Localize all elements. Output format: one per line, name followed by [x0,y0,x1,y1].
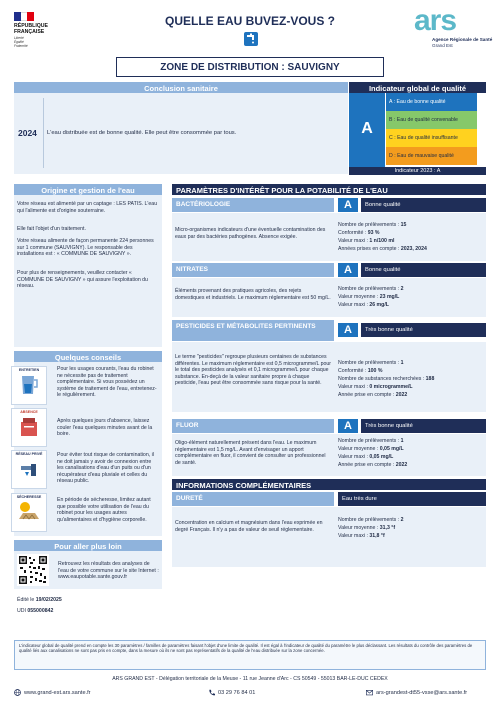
param-bacterio-status: Bonne qualité [361,198,486,212]
param-fluor-stat-2: Valeur maxi : 0,05 mg/L [338,454,394,460]
secheresse-icon: SÉCHERESSE [11,493,47,532]
param-pesticides-desc: Le terme "pesticides" regroupe plusieurs centaines de substances différentes. Le maximum réglementaire est 0,5 microgramme/L pour le total des pesticides analysés et 0,1 microgramme/L pour chaque substance. En-deçà de la valeur sanitaire propre à chaque pesticide, l'eau peut être consommée sans risque pour la santé. [175,354,331,386]
zone-title: ZONE DE DISTRIBUTION : SAUVIGNY [160,62,340,73]
footer-email-text: ars-grandest-dt55-vsse@ars.sante.fr [376,689,468,696]
devise-egalite: Égalité [14,40,24,44]
qr-code-icon[interactable] [17,554,49,586]
legend-c: C : Eau de qualité insuffisante [386,129,477,147]
param-pesticides-stat-4: Année prise en compte : 2022 [338,392,408,398]
param-fluor-stat-3: Année prise en compte : 2022 [338,462,408,468]
param-nitrates-name: NITRATES [172,263,334,277]
legend-a: A : Eau de bonne qualité [386,93,477,111]
ars-region-name: Grand Est [432,43,453,48]
mail-icon [366,689,373,696]
durete-stat-2: Valeur maxi : 31,8 °f [338,533,385,539]
param-bacterio-stat-2: Valeur maxi : 1 n/100 ml [338,238,395,244]
param-pesticides-stat-2: Nombre de substances recherchées : 188 [338,376,435,382]
footer-phone[interactable] [208,689,255,696]
devise-liberte: Liberté [14,36,24,40]
edite-le [17,597,62,603]
durete-status: Eau très dure [338,492,486,506]
param-pesticides-stat-0: Nombre de prélèvements : 1 [338,360,404,366]
conseils-header: Quelques conseils [14,351,162,362]
conseil-secheresse-text: En période de sécheresse, limitez autant que possible votre utilisation de l'eau du robinet pour les usages autres qu'alimentaires et d'hygiène corporelle. [57,497,151,523]
indicator-header: Indicateur global de qualité [349,82,486,93]
param-fluor-stat-0: Nombre de prélèvements : 1 [338,438,404,444]
edite-date: 19/02/2025 [35,597,62,603]
durete-stat-1: Valeur moyenne : 31,3 °f [338,525,396,531]
durete-desc: Concentration en calcium et magnésium dans l'eau exprimée en degré Français. Il n'y a pas de valeur de seuil réglementaire. [175,520,323,533]
param-nitrates-status: Bonne qualité [361,263,486,277]
param-nitrates-stat-0: Nombre de prélèvements : 2 [338,286,404,292]
ars-agency-name: Agence Régionale de Santé [432,37,493,42]
params-header: PARAMÈTRES D'INTÉRÊT POUR LA POTABILITÉ DE L'EAU [172,184,486,195]
indicator-footer: Indicateur 2023 : A [349,167,486,175]
conseil-reseau-prive-text: Pour éviter tout risque de contamination, il ne doit jamais y avoir de connexion entre les canalisations d'eau d'un puits ou d'un récupérateur d'eau pluviale et celles du réseau public. [57,452,154,484]
origine-paragraph-2: Elle fait l'objet d'un traitement. [17,226,86,232]
edite-label: Édité le [17,597,35,603]
param-bacterio-stat-0: Nombre de prélèvements : 15 [338,222,407,228]
republique-logo [14,12,54,52]
origine-paragraph-1: Votre réseau est alimenté par un captage : LES PATIS. L'eau qui l'alimente est d'origine souterraine. [17,201,158,214]
origine-paragraph-4: Pour plus de renseignements, veuillez contacter « COMMUNE DE SAUVIGNY » qui assure l'exploitation du réseau. [17,270,148,289]
footer-address: ARS GRAND EST - Délégation territoriale de la Meuse - 11 rue Jeanne d'Arc - CS 50549 - 55013 BAR-LE-DUC CEDEX [112,676,388,682]
conclusion-text: L'eau distribuée est de bonne qualité. Elle peut être consommée par tous. [47,130,237,136]
plus-loin-header: Pour aller plus loin [14,540,162,551]
param-nitrates-stat-2: Valeur maxi : 26 mg/L [338,302,389,308]
durete-name: DURETÉ [172,492,334,506]
origine-paragraph-3: Votre réseau alimente de façon permanente 224 personnes sur 1 commune (SAUVIGNY). Le responsable des installations est : « COMMUNE DE SAUVIGNY ». [17,238,154,257]
durete-stat-0: Nombre de prélèvements : 2 [338,517,404,523]
udi-label: UDI [17,608,26,614]
conseil-entretien-text: Pour les usages courants, l'eau du robinet ne nécessite pas de traitement complémentaire. Si vous possédez un système de traitement de l'eau, entretenez-le régulièrement. [57,366,157,398]
legend-d: D : Eau de mauvaise qualité [386,147,477,165]
globe-icon [14,689,21,696]
reseau-prive-icon: RÉSEAU PRIVÉ [11,450,47,489]
param-nitrates-grade: A [338,263,358,277]
conclusion-year: 2024 [18,128,37,138]
param-nitrates-stat-1: Valeur moyenne : 23 mg/L [338,294,400,300]
complementaires-header: INFORMATIONS COMPLÉMENTAIRES [172,479,486,490]
param-bacterio-grade: A [338,198,358,212]
entretien-icon: ENTRETIEN [11,366,47,405]
param-fluor-desc: Oligo-élément naturellement présent dans l'eau. Le maximum réglementaire est 1,5 mg/L. Avant d'envisager un apport complémentaire en fluor, il convient de consulter un professionnel de santé. [175,440,326,466]
param-bacterio-desc: Micro-organismes indicateurs d'une éventuelle contamination des eaux par des bactéries pathogènes. Absence exigée. [175,227,326,240]
param-pesticides-name: PESTICIDES ET MÉTABOLITES PERTINENTS [172,320,334,341]
param-pesticides-stat-3: Valeur maxi : 0 microgramme/L [338,384,413,390]
param-fluor-stat-1: Valeur moyenne : 0,05 mg/L [338,446,404,452]
param-nitrates-desc: Éléments provenant des pratiques agricoles, des rejets domestiques et industriels. Le maximum réglementaire est 50 mg/L. [175,288,331,301]
republique-line2: FRANÇAISE [14,29,45,35]
ars-logo-wordmark: ars [414,4,457,37]
republique-line1: RÉPUBLIQUE [14,23,49,29]
footer-phone-text: 03 29 76 84 01 [218,689,256,696]
udi [17,608,53,614]
footer-email[interactable] [366,689,467,696]
param-fluor-grade: A [338,419,358,433]
legend-b: B : Eau de qualité convenable [386,111,477,129]
param-bacterio-name: BACTÉRIOLOGIE [172,198,334,212]
conseil-absence-text: Après quelques jours d'absence, laissez couler l'eau quelques minutes avant de la boire. [57,418,153,437]
ars-logo [414,6,492,54]
marianne-flag-icon [14,12,34,21]
conclusion-header: Conclusion sanitaire [14,82,348,93]
footer-website[interactable] [14,689,91,696]
footer-website-text: www.grand-est.ars.sante.fr [24,689,91,696]
devise-fraternite: Fraternité [14,44,28,48]
param-pesticides-stat-1: Conformité : 100 % [338,368,383,374]
disclaimer-text: L'indicateur global de qualité prend en compte les 30 paramètres / familles de paramètres faisant l'objet d'une limite de qualité. Il est égal à l'indicateur de qualité du paramètre le plus déclassant. Les résultats du contrôle des paramètres de qualité liés aux canalisations ne sont pas pris en compte, dans la mesure où ils ne sont pas représentatifs de la qualité de l'eau distribuée sur la zone concernée. [19,643,473,654]
origine-header: Origine et gestion de l'eau [14,184,162,195]
param-fluor-name: FLUOR [172,419,334,433]
faucet-icon [244,32,258,46]
absence-icon: ABSENCE [11,408,47,447]
param-pesticides-grade: A [338,323,358,337]
page-title: QUELLE EAU BUVEZ-VOUS ? [164,14,335,28]
udi-code: 055000842 [27,608,54,614]
param-bacterio-stat-1: Conformité : 93 % [338,230,380,236]
conclusion-divider [43,98,44,168]
param-pesticides-status: Très bonne qualité [361,323,486,337]
param-fluor-status: Très bonne qualité [361,419,486,433]
indicator-grade: A [361,120,373,137]
param-bacterio-stat-3: Années prises en compte : 2023, 2024 [338,246,427,252]
phone-icon [208,689,215,696]
plus-loin-text: Retrouvez les résultats des analyses de l'eau de votre commune sur le site Internet : www.eaupotable.sante.gouv.fr [58,561,159,580]
